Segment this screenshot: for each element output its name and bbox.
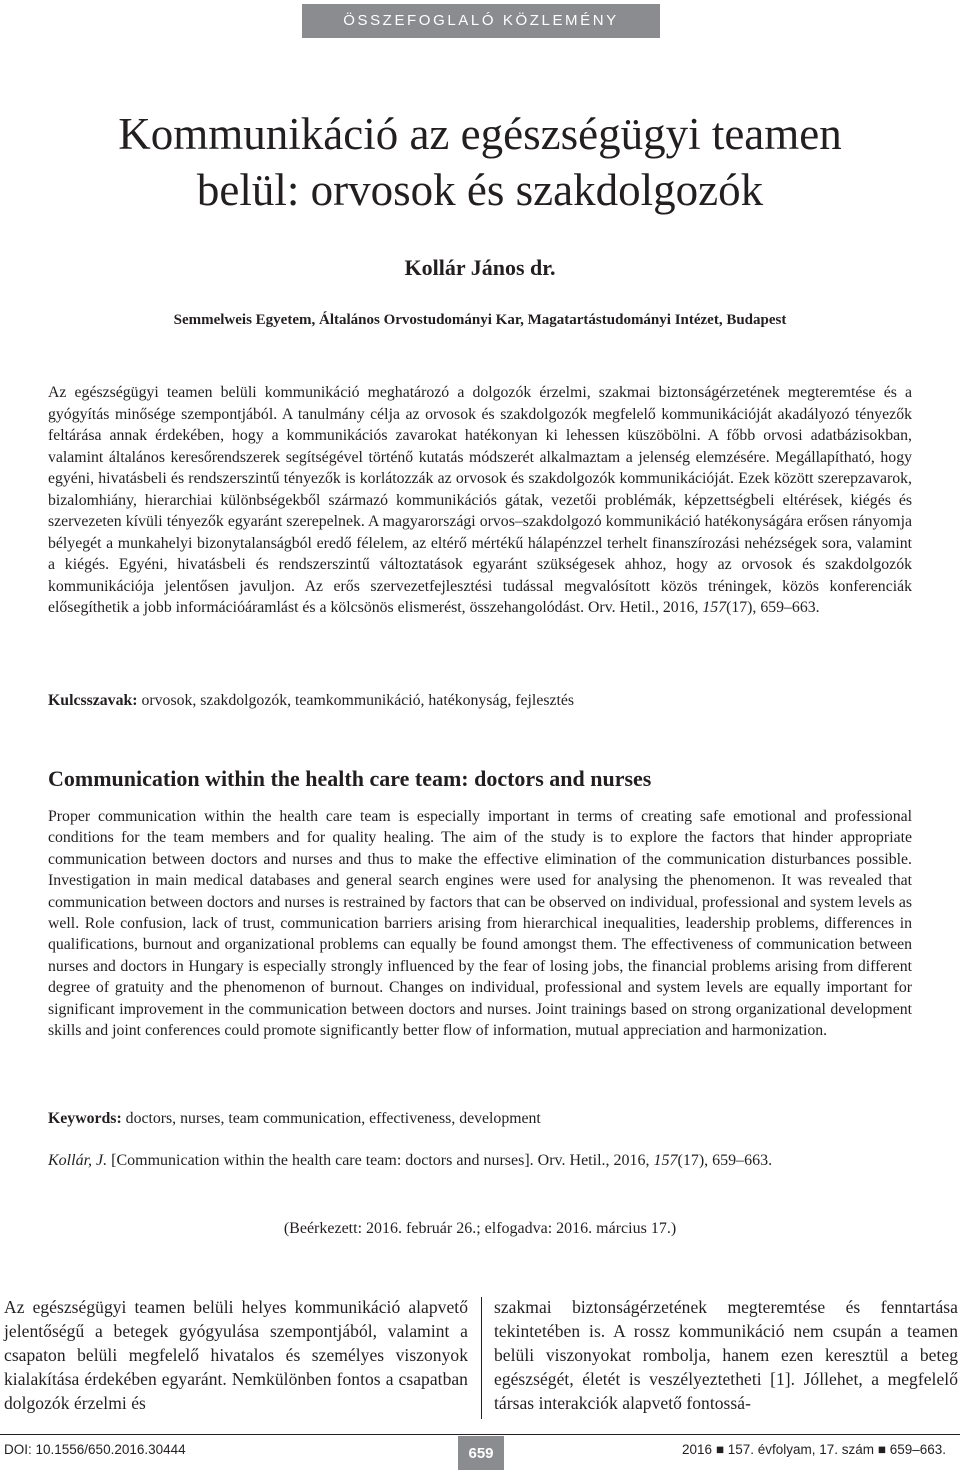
citation-author: Kollár, J. <box>48 1152 108 1169</box>
abstract-hungarian-body: Az egészségügyi teamen belüli kommunikáció meghatározó a dolgozók érzelmi, szakmai biztonságérzetének megteremtése és a gyógyítás minősége szempontjából. A tanulmány célja az orvosok és szakdolgozók megfelelő kommunikációját akadályozó tényezők feltárása annak érdekében, hogy a kommunikációs zavarokat hatékonyan ki lehessen küszöbölni. A főbb orvosi adatbázisokban, valamint általános keresőrendszerek segítségével történő kutatás módszerét alkalmaztam a jelenség elemzésére. Megállapítható, hogy egyéni, hivatásbeli és rendszerszintű tényezők is korlátozzák az orvosok és szakdolgozók kommunikációját. Ezek között szerepzavarok, bizalomhiány, hierarchiai különbségekből származó kommunikációs gátak, vezetői problémák, képzettségbeli eltérések, kiégés és szervezeten kívüli tényezők egyaránt szerepelnek. A magyarországi orvos–szakdolgozó kommunikáció hatékonyságára erősen rányomja bélyegét a munkahelyi bizonytalanságból eredő félelem, az eltérő mértékű hálapénzzel terhelt finanszírozási nehézségek sora, valamint a kiégés. Egyéni, hivatásbeli és rendszerszintű változtatások egyaránt szükségesek ahhoz, hogy az orvosok és szakdolgozók kommunikációja jelentősen javuljon. Az erős szervezetfejlesztési tudással megvalósított közös tréningek, közös konferenciák elősegíthetik a jobb információáramlást és a kölcsönös elismerést, összehangolódást. <box>48 384 912 616</box>
citation-volume: 157 <box>653 1152 678 1169</box>
keywords-english-list: doctors, nurses, team communication, effectiveness, development <box>125 1110 541 1127</box>
citation <box>48 1152 948 1170</box>
article-title-line-1: Kommunikáció az egészségügyi teamen <box>118 109 842 159</box>
issue-info: 2016 ■ 157. évfolyam, 17. szám ■ 659–663. <box>682 1442 946 1457</box>
author-name: Kollár János dr. <box>404 255 556 280</box>
page-number: 659 <box>458 1436 504 1470</box>
author-affiliation: Semmelweis Egyetem, Általános Orvostudományi Kar, Magatartástudományi Intézet, Budapest <box>173 312 787 328</box>
doi: DOI: 10.1556/650.2016.30444 <box>4 1442 186 1457</box>
abstract-hungarian-citation-pages: (17), 659–663. <box>726 599 820 616</box>
keywords-hungarian <box>48 690 912 712</box>
abstract-hungarian-citation-journal: Orv. Hetil., 2016, <box>584 599 703 616</box>
body-column-left: Az egészségügyi teamen belüli helyes kommunikáció alapvető jelentőségű a betegek gyógyulása szempontjából, valamint a csapaton belüli megfelelő hivatalos és személyes viszonyok kialakítása érdekében egyaránt. Nemkülönben fontos a csapatban dolgozók érzelmi és <box>4 1297 468 1413</box>
body-column-right: szakmai biztonságérzetének megteremtése és fenntartása tekintetében is. A rossz kommunikáció nem csupán a teamen belüli viszonyokat rombolja, hanem ezen keresztül a beteg egészségét, életét is veszélyeztetheti [1]. Jóllehet, a megfelelő társas interakciók alapvető fontossá- <box>494 1297 958 1413</box>
keywords-english-label: Keywords: <box>48 1110 122 1127</box>
english-title: Communication within the health care team: doctors and nurses <box>48 766 652 791</box>
citation-text: [Communication within the health care team: doctors and nurses]. Orv. Hetil., 2016, <box>107 1152 654 1169</box>
article-title-line-2: belül: orvosok és szakdolgozók <box>196 165 764 215</box>
footer-divider <box>0 1434 960 1435</box>
keywords-hungarian-list: orvosok, szakdolgozók, teamkommunikáció, hatékonyság, fejlesztés <box>141 692 575 709</box>
article-title <box>30 106 930 218</box>
abstract-hungarian <box>48 382 912 619</box>
keywords-hungarian-label: Kulcsszavak: <box>48 692 138 709</box>
citation-pages: (17), 659–663. <box>677 1152 773 1169</box>
abstract-hungarian-citation-volume: 157 <box>702 599 727 616</box>
keywords-english <box>48 1108 912 1130</box>
column-divider <box>481 1297 482 1419</box>
received-dates: (Beérkezett: 2016. február 26.; elfogadva: 2016. március 17.) <box>283 1220 677 1237</box>
section-label: ÖSSZEFOGLALÓ KÖZLEMÉNY <box>302 4 660 38</box>
abstract-english: Proper communication within the health care team is especially important in terms of creating safe emotional and professional conditions for the team members and for quality healing. The aim of the study is to explore the factors that hinder appropriate communication between doctors and nurses and thus to make the effective elimination of the communication disturbances possible. Investigation in main medical databases and general search engines were used for analysing the phenomenon. It was revealed that communication between doctors and nurses is restrained by factors that can be observed on individual, professional and system levels as well. Role confusion, lack of trust, communication barriers arising from hierarchical inequalities, leadership problems, differences in qualifications, burnout and organizational problems can equally be found amongst them. The effectiveness of communication between nurses and doctors in Hungary is especially strongly influenced by the fear of losing jobs, the financial problems arising from different degree of gratuity and the phenomenon of burnout. Changes on individual, professional and system levels are equally important for significant improvement in the communication between doctors and nurses. Joint trainings based on strong organizational development skills and joint conferences could promote significantly better flow of information, mutual appreciation and harmonization. <box>48 808 912 1040</box>
